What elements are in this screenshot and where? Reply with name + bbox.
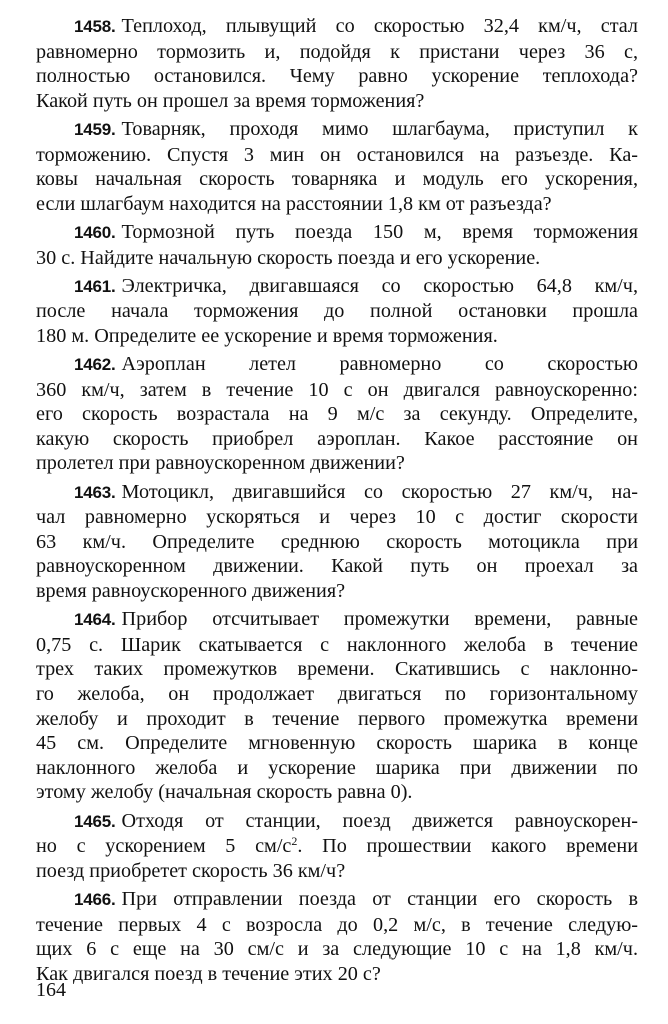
problem-text: Аэроплан летел равномерно со скоростью [121,353,638,376]
problem-1463 [36,480,638,604]
problem-1459 [36,117,638,216]
problem-text: Тормозной путь поезда 150 м, время торможения [121,220,638,243]
problem-text: Как двигался поезд в течение этих 20 с? [36,962,381,985]
problem-text: этому желобу (начальная скорость равна 0). [36,781,413,804]
problem-text: 360 км/ч, затем в течение 10 с он двигался равноускоренно: [36,378,638,401]
problem-number: 1464. [74,610,116,630]
problem-line [36,14,638,40]
problem-text: 180 м. Определите ее ускорение и время торможения. [36,324,498,347]
problem-line [36,809,638,835]
problem-text: 63 км/ч. Определите среднюю скорость мотоцикла при [36,530,638,553]
problem-1464 [36,607,638,805]
problem-text: трех таких промежутков времени. Скатившись с наклонно- [36,658,638,681]
problem-text: равноускоренном движении. Какой путь он проехал за [36,555,638,578]
problem-text: равномерно тормозить и, подойдя к пристани через 36 с, [36,40,638,63]
problem-text: 30 с. Найдите начальную скорость поезда и его ускорение. [36,246,541,269]
problem-text: ковы начальная скорость товарняка и модуль его ускорения, [36,168,638,191]
problem-text: если шлагбаум находится на расстоянии 1,8 км от разъезда? [36,192,552,215]
problem-line [36,352,638,378]
problem-number: 1465. [74,811,116,831]
problem-number: 1462. [74,355,116,375]
problem-number: 1460. [74,222,116,242]
problem-1462 [36,352,638,476]
problem-1458 [36,14,638,113]
problem-number: 1461. [74,276,116,296]
problem-text: . По прошествии какого времени [297,835,638,858]
problem-line [36,220,638,246]
page-number: 164 [36,979,66,1001]
problem-text: Какой путь он прошел за время торможения? [36,89,425,112]
problem-1460 [36,220,638,270]
problem-number: 1459. [74,119,116,139]
problem-text: чал равномерно ускоряться и через 10 с достиг скорости [36,506,638,529]
superscript: 2 [291,834,298,849]
problem-text: желобу и проходит в течение первого промежутка времени [36,707,638,730]
problem-text: полностью остановился. Чему равно ускорение теплохода? [36,65,638,88]
problem-text: го желоба, он продолжает двигаться по горизонтальному [36,683,638,705]
problem-text: 45 см. Определите мгновенную скорость шарика в конце [36,732,638,755]
problem-text: после начала торможения до полной остановки прошла [36,300,638,323]
problem-text: торможению. Спустя 3 мин он остановился на разъезде. Ка- [36,143,638,166]
problem-text: но с ускорением 5 см/с [36,835,292,858]
problem-text: пролетел при равноускоренном движении? [36,452,405,475]
problem-1461 [36,274,638,349]
problem-text: 0,75 с. Шарик скатывается с наклонного желоба в течение [36,633,638,656]
problem-text: поезд приобретет скорость 36 км/ч? [36,859,346,882]
problem-line [36,480,638,506]
problem-line [36,834,638,859]
problem-1465 [36,809,638,884]
problem-line [36,117,638,143]
problem-number: 1458. [74,17,116,36]
problem-text: его скорость возрастала на 9 м/с за секунду. Определите, [36,403,638,426]
problem-text: Мотоцикл, двигавшийся со скоростью 27 км/ч, на- [121,480,638,503]
problem-1466 [36,887,638,986]
problem-number: 1466. [74,889,116,909]
problem-text: наклонного желоба и ускорение шарика при движении по [36,756,638,779]
textbook-page [36,14,638,990]
problem-text: щих 6 с еще на 30 см/с и за следующие 10 с на 1,8 км/ч. [36,938,638,961]
problem-text: время равноускоренного движения? [36,580,346,603]
problem-text: какую скорость приобрел аэроплан. Какое расстояние он [36,427,638,450]
problem-text: Прибор отсчитывает промежутки времени, равные [121,608,638,631]
problem-text: Теплоход, плывущий со скоростью 32,4 км/ч, стал [121,15,638,37]
problem-text: Товарняк, проходя мимо шлагбаума, приступил к [121,117,638,140]
problem-line [36,274,638,300]
problem-text: Электричка, двигавшаяся со скоростью 64,8 км/ч, [121,274,638,297]
problem-text: течение первых 4 с возросла до 0,2 м/с, в течение следую- [36,913,638,936]
problem-line [36,607,638,633]
problem-line [36,887,638,913]
problem-text: Отходя от станции, поезд движется равноускорен- [121,809,638,832]
problem-number: 1463. [74,482,116,502]
problem-text: При отправлении поезда от станции его скорость в [121,887,638,910]
